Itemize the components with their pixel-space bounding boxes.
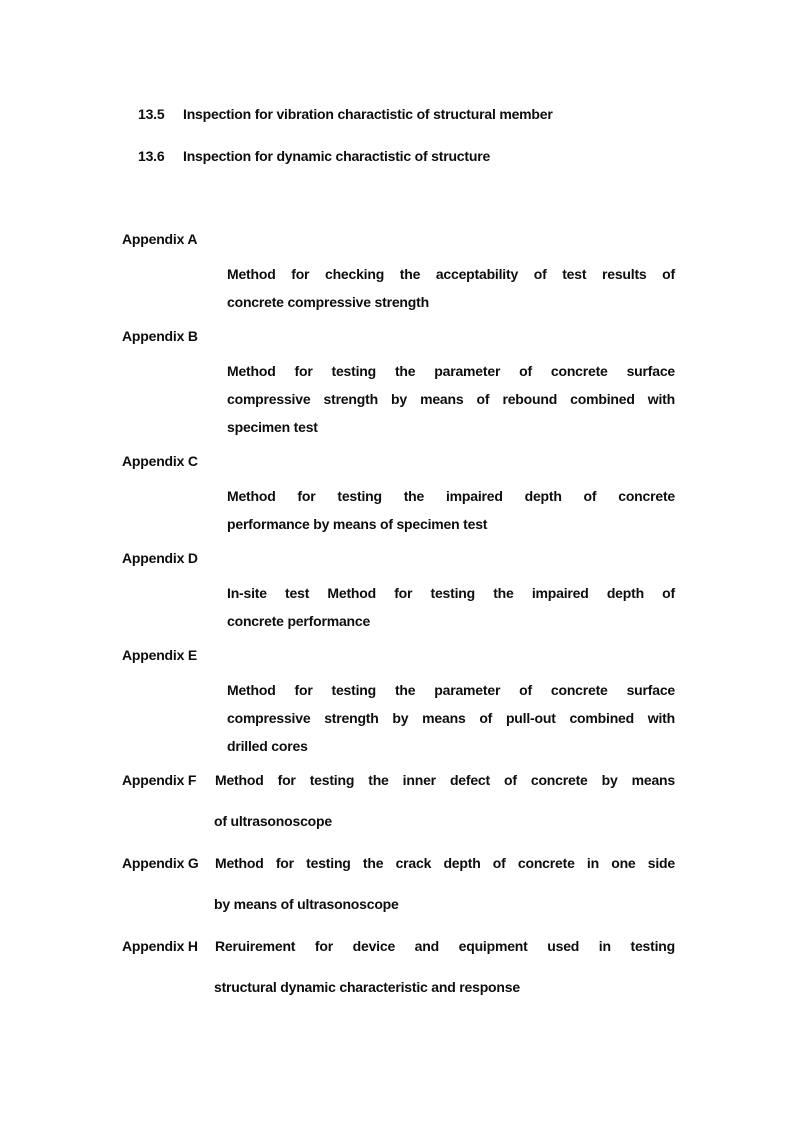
appendix-title [227, 682, 675, 766]
appendix-title-line: Method for testing the impaired depth of concrete [227, 488, 675, 504]
appendix-title-line: compressive strength by means of pull-out combined with [227, 710, 675, 726]
appendix-title-line: drilled cores [227, 738, 308, 754]
appendix-entry-d [122, 550, 675, 641]
appendix-title-line: Method for testing the parameter of concrete surface [227, 363, 675, 379]
appendix-title-line: Method for checking the acceptability of test results of [227, 266, 675, 282]
appendix-title-line: In-site test Method for testing the impaired depth of [227, 585, 675, 601]
appendix-title-line: by means of ultrasonoscope [214, 896, 399, 912]
toc-entry-13-5 [138, 106, 675, 123]
appendix-title-line: Method for testing the parameter of concrete surface [227, 682, 675, 698]
appendix-title [227, 488, 675, 544]
appendix-title-line: concrete performance [227, 613, 371, 629]
appendix-label: Appendix A [122, 231, 198, 247]
appendix-entry-a [122, 231, 675, 322]
appendix-title-line: Method for testing the crack depth of concrete in one side [215, 855, 675, 871]
appendix-label: Appendix C [122, 453, 198, 469]
appendix-title-line: Reruirement for device and equipment used in testing [215, 938, 675, 954]
appendix-title [227, 266, 675, 322]
appendix-title-line: Method for testing the inner defect of concrete by means [215, 772, 675, 788]
appendix-label: Appendix E [122, 647, 198, 663]
appendix-title-line: compressive strength by means of rebound combined with [227, 391, 675, 407]
appendix-title-line: performance by means of specimen test [227, 516, 488, 532]
appendix-row [122, 938, 675, 979]
appendix-title [227, 363, 675, 447]
appendix-title [227, 585, 675, 641]
appendix-entry-g [122, 855, 675, 937]
appendix-row [122, 772, 675, 813]
section-title: Inspection for vibration charactistic of structural member [183, 106, 553, 122]
appendix-row [122, 855, 675, 896]
appendix-title-line: of ultrasonoscope [214, 813, 332, 829]
appendix-entry-c [122, 453, 675, 544]
appendix-entry-e [122, 647, 675, 766]
appendix-label: Appendix G [122, 855, 199, 871]
section-list [122, 106, 675, 165]
section-number: 13.6 [138, 148, 165, 164]
appendix-label: Appendix B [122, 328, 198, 344]
appendix-label: Appendix H [122, 938, 198, 954]
appendix-title-line: concrete compressive strength [227, 294, 429, 310]
appendix-label: Appendix D [122, 550, 198, 566]
appendix-entry-f [122, 772, 675, 854]
section-title: Inspection for dynamic charactistic of structure [183, 148, 491, 164]
toc-entry-13-6 [138, 148, 675, 165]
section-number: 13.5 [138, 106, 165, 122]
appendix-entry-h [122, 938, 675, 1020]
appendix-title-line: specimen test [227, 419, 318, 435]
appendix-label: Appendix F [122, 772, 197, 788]
appendix-title-line: structural dynamic characteristic and response [214, 979, 520, 995]
appendix-entry-b [122, 328, 675, 447]
